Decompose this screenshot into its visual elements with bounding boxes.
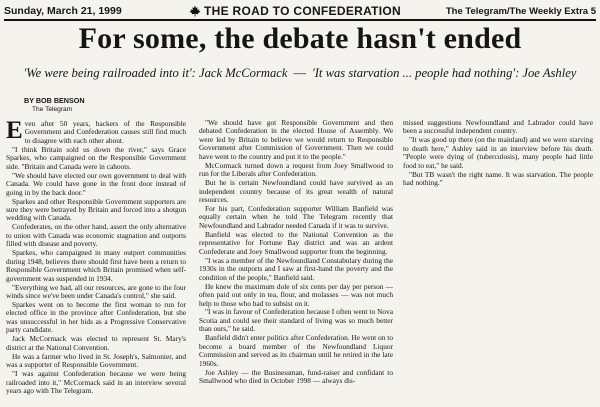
article-paragraph: He knew the maximum dole of six cents per day per person — often paid out only in tea, flour, and molasses — was not much help to those who had to subsist on it. <box>199 281 393 308</box>
paper-name: The Telegram/The Weekly Extra 5 <box>445 5 596 17</box>
article-paragraph: McCormack turned down a request from Joey Smallwood to run for the Liberals after Confederation. <box>199 160 393 179</box>
masthead <box>4 3 596 21</box>
article-paragraph: "Everything we had, all our resources, are gone to the four winds since we've been under Canada's control," she said. <box>6 282 186 301</box>
article-column-1 <box>6 117 186 396</box>
drop-cap: E <box>6 117 23 144</box>
deck-dash: — <box>293 66 307 80</box>
article-paragraph: "We should have elected our own government to deal with Canada. We could have gone in the front door instead of going in by the back door." <box>6 170 186 197</box>
article-paragraph: "But TB wasn't the right name. It was starvation. The people had nothing." <box>403 169 593 188</box>
article-paragraph: "I think Britain sold us down the river," says Grace Sparkes, who campaigned on the Responsible Government side. "Britain and Canada were in cahoots. <box>6 144 186 171</box>
lead-text: ven after 50 years, backers of the Responsible Government and Confederation causes still find much to disagree with each other about. <box>24 119 186 145</box>
article-paragraph: missed suggestions Newfoundland and Labrador could have been a successful independent country. <box>403 118 593 136</box>
article-paragraph: For his part, Confederation supporter William Banfield was equally certain when he told The Telegram recently that Newfoundland and Labrador needed Canada if it was to survive. <box>199 204 393 230</box>
issue-date: Sunday, March 21, 1999 <box>4 5 122 17</box>
headline: For some, the debate hasn't ended <box>78 22 522 55</box>
article-paragraph: "I was against Confederation because we were being railroaded into it," McCormack said in an interview several years ago with The Telegram. <box>6 369 186 396</box>
byline-organization: The Telegram <box>32 106 73 113</box>
article-paragraph: But he is certain Newfoundland could have survived as an independent country because of its great wealth of natural resources. <box>199 178 393 205</box>
article-paragraph: "I was a member of the Newfoundland Constabulary during the 1930s in the outports and I saw at first-hand the poverty and the condition of the people," Banfield said. <box>199 255 393 282</box>
article-paragraph: Banfield was elected to the National Convention as the representative for Fortune Bay district and was an ardent Confederate and Joey Smallwood supporter from the beginning. <box>199 229 393 256</box>
article-paragraph: Confederates, on the other hand, assert the only alternative to union with Canada was economic stagnation and outports filled with disease and poverty. <box>6 222 186 249</box>
byline <box>24 96 85 114</box>
deck-quote-left: 'We were being railroaded into it': Jack McCormack <box>23 66 288 80</box>
maple-leaf-icon <box>189 5 201 17</box>
deck <box>0 65 600 81</box>
article-column-3 <box>403 119 593 188</box>
byline-author: BY BOB BENSON <box>24 96 85 105</box>
article-paragraph: "It was good up there (on the mainland) and we were starving to death here," Ashley said in an interview before his death. "People were dying of (tuberculosis), many people had little food to eat," he said. <box>403 135 593 170</box>
deck-quote-right: 'It was starvation ... people had nothing': Joe Ashley <box>312 66 577 80</box>
article-paragraph: Sparkes, who campaigned in many outport communities during 1948, believes there should first have been a return to Responsible Government which Britain promised when self-government was suspended in 1934. <box>6 248 186 283</box>
article-paragraph: Jack McCormack was elected to represent St. Mary's district at the National Convention. <box>6 334 186 352</box>
article-paragraph: Sparkes went on to become the first woman to run for elected office in the province after Confederation, but she was unsuccessful in her bids as a Progressive Conservative party candidate. <box>6 300 186 335</box>
lead-paragraph <box>6 117 186 145</box>
article-paragraph: "We should have got Responsible Government and then debated Confederation in the elected House of Assembly. We were led by Britain to believe we would return to Responsible Government after Commission of Government. Then we could have went to the country and put it to the people." <box>199 118 393 161</box>
article-paragraph: Banfield didn't enter politics after Confederation. He went on to become a board member of the Newfoundland Liquor Commission and served as its chairman until he retired in the late 1960s. <box>199 333 393 368</box>
article-paragraph: He was a farmer who lived in St. Joseph's, Salmonier, and was a supporter of Responsible Government. <box>6 351 186 370</box>
article-paragraph: "I was in favour of Confederation because I often went to Nova Scotia and could see their standard of living was so much better than ours," he said. <box>199 307 393 334</box>
article-paragraph: Joe Ashley — the Businessman, fund-raiser and confidant to Smallwood who died in October 1998 — always dis- <box>199 367 393 386</box>
section-title: THE ROAD TO CONFEDERATION <box>203 4 402 18</box>
article-column-2 <box>199 119 393 386</box>
article-paragraph: Sparkes and other Responsible Government supporters are sure they were betrayed by Britain and forced into a shotgun wedding with Canada. <box>6 196 186 223</box>
section-banner <box>189 4 401 18</box>
